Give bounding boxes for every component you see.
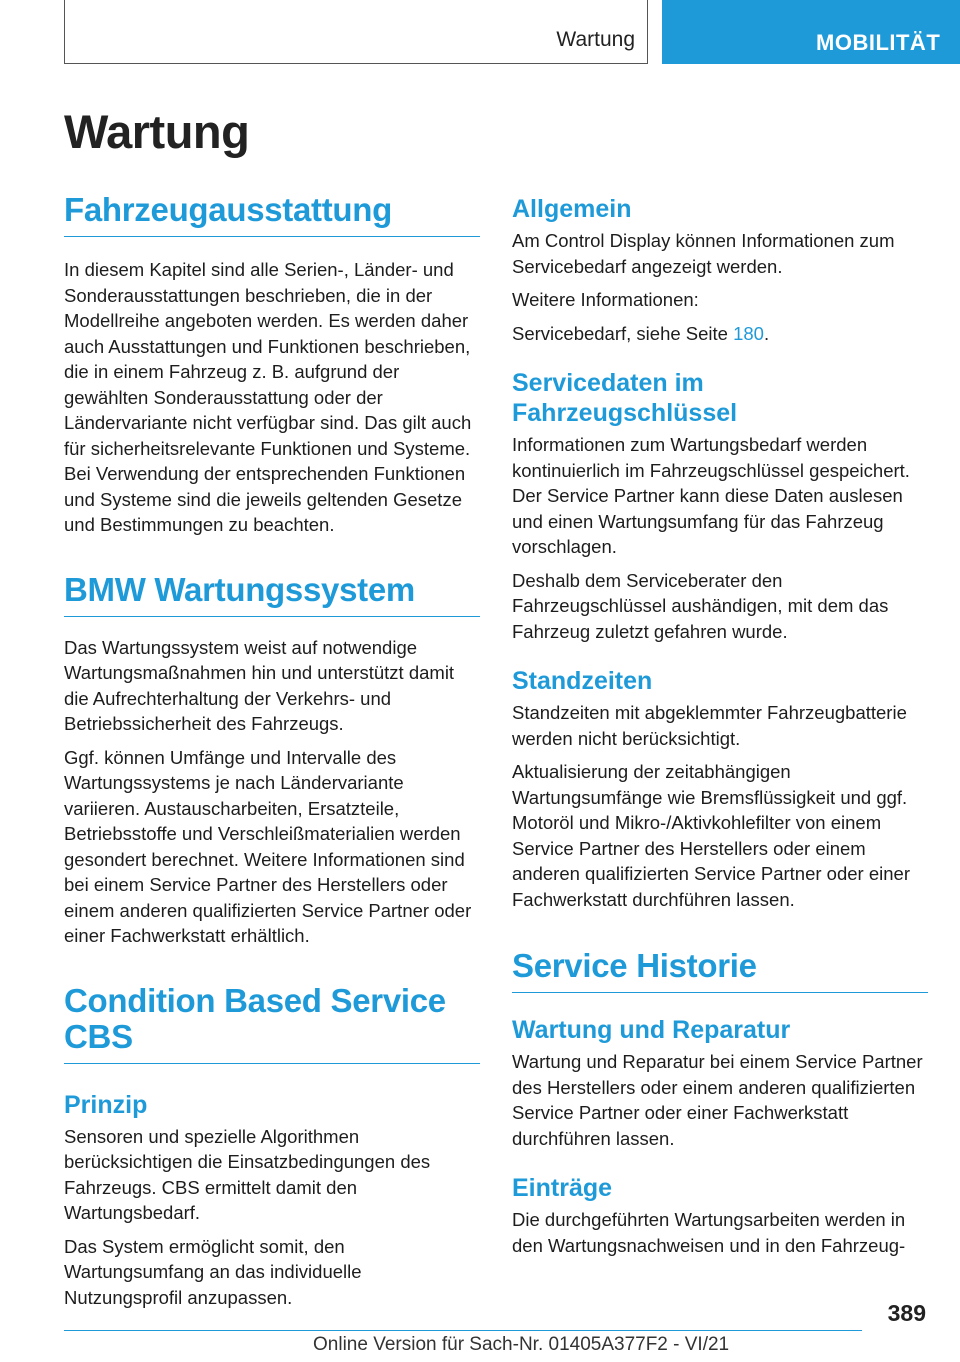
paragraph-prinzip-2: Das System ermöglicht somit, den Wartungsumfang an das individuelle Nutzungsprofil anzupassen.: [64, 1235, 362, 1308]
heading-bmw-wartungssystem: BMW Wartungssystem: [64, 572, 480, 617]
paragraph-allgemein-2: Weitere Informationen:: [512, 289, 699, 310]
page-number: 389: [887, 1300, 926, 1326]
see-page-text: Servicebedarf, siehe Seite: [512, 322, 734, 344]
paragraph-bmw-1: Das Wartungssystem weist auf notwendige Wartungsmaßnahmen hin und unterstützt damit die Aufrechterhaltung der Verkehrs- und Betriebssicherheit des Fahrzeugs.: [64, 636, 455, 734]
left-column: [64, 192, 480, 1310]
paragraph-prinzip-1: Sensoren und spezielle Algorithmen berücksichtigen die Einsatzbedingungen des Fahrzeugs. CBS ermittelt damit den Wartungsbedarf.: [64, 1125, 431, 1223]
heading-eintraege: Einträge: [512, 1174, 613, 1202]
heading-standzeiten: Standzeiten: [512, 667, 653, 695]
paragraph-eintraege: Die durchgeführten Wartungsarbeiten werden in den Wartungsnachweisen und in den Fahrzeug-: [512, 1209, 906, 1256]
page-title: Wartung: [64, 105, 250, 158]
paragraph-wartung-und-reparatur: Wartung und Reparatur bei einem Service Partner des Herstellers oder einem anderen qualifizierten Service Partner oder einer Fachwerkstatt durchführen lassen.: [512, 1051, 923, 1149]
paragraph-bmw-2: Ggf. können Umfänge und Intervalle des Wartungssystems je nach Ländervariante variieren. Austauscharbeiten, Ersatzteile, Betriebsstoffe und Verschleißmaterialien werden gesondert berechnet. Weitere Informationen sind bei einem Service Partner des Herstellers oder einem anderen qualifizierten Service Partner oder einer Fachwerkstatt erhältlich.: [64, 746, 472, 946]
heading-service-historie: Service Historie: [512, 948, 928, 993]
heading-allgemein: Allgemein: [512, 195, 632, 223]
paragraph-servicedaten-1: Informationen zum Wartungsbedarf werden kontinuierlich im Fahrzeugschlüssel gespeichert. Der Service Partner kann diese Daten auslesen und einen Wartungsumfang für das Fahrzeug vorschlagen.: [512, 434, 910, 557]
footer-version-text: Online Version für Sach-Nr. 01405A377F2 - VI/21: [313, 1334, 730, 1355]
see-page-period: .: [763, 322, 770, 344]
heading-fahrzeugausstattung: Fahrzeugausstattung: [64, 192, 480, 237]
right-column: [512, 192, 928, 1258]
paragraph-standzeiten-1: Standzeiten mit abgeklemmter Fahrzeugbatterie werden nicht berücksichtigt.: [512, 702, 907, 749]
heading-servicedaten: Servicedaten im Fahrzeugschlüssel: [512, 369, 738, 427]
footer-divider: [64, 1330, 862, 1331]
heading-wartung-und-reparatur: Wartung und Reparatur: [512, 1016, 791, 1044]
heading-condition-based-service: Condition Based Service CBS: [64, 983, 480, 1064]
paragraph-allgemein-1: Am Control Display können Informationen zum Servicebedarf angezeigt werden.: [512, 230, 895, 277]
paragraph-standzeiten-2: Aktualisierung der zeitabhängigen Wartungsumfänge wie Bremsflüssigkeit und ggf. Motoröl und Mikro-/Aktivkohlefilter von einem Service Partner des Herstellers oder einem anderen qualifizierten Service Partner oder einer Fachwerkstatt durchführen lassen.: [512, 761, 910, 910]
header-section-title: Wartung: [556, 28, 635, 51]
header-chapter-tab[interactable]: MOBILITÄT: [662, 0, 960, 64]
page-link-180[interactable]: 180: [733, 322, 764, 344]
heading-prinzip: Prinzip: [64, 1090, 148, 1119]
paragraph-servicedaten-2: Deshalb dem Serviceberater den Fahrzeugschlüssel aushändigen, mit dem das Fahrzeug zuletzt gefahren wurde.: [512, 569, 889, 642]
paragraph-fahrzeugausstattung: In diesem Kapitel sind alle Serien-, Länder- und Sonderausstattungen beschrieben, die in der Modellreihe angeboten werden. Es werden daher auch Ausstattungen und Funktionen beschrieben, die in einem Fahrzeug z. B. aufgrund der gewählten Sonderausstattung oder der Ländervariante nicht verfügbar sind. Das gilt auch für sicherheitsrelevante Funktionen und Systeme. Bei Verwendung der entsprechenden Funktionen und Systeme sind die jeweils geltenden Gesetze und Bestimmungen zu beachten.: [64, 259, 472, 535]
paragraph-allgemein-3: [512, 321, 928, 347]
